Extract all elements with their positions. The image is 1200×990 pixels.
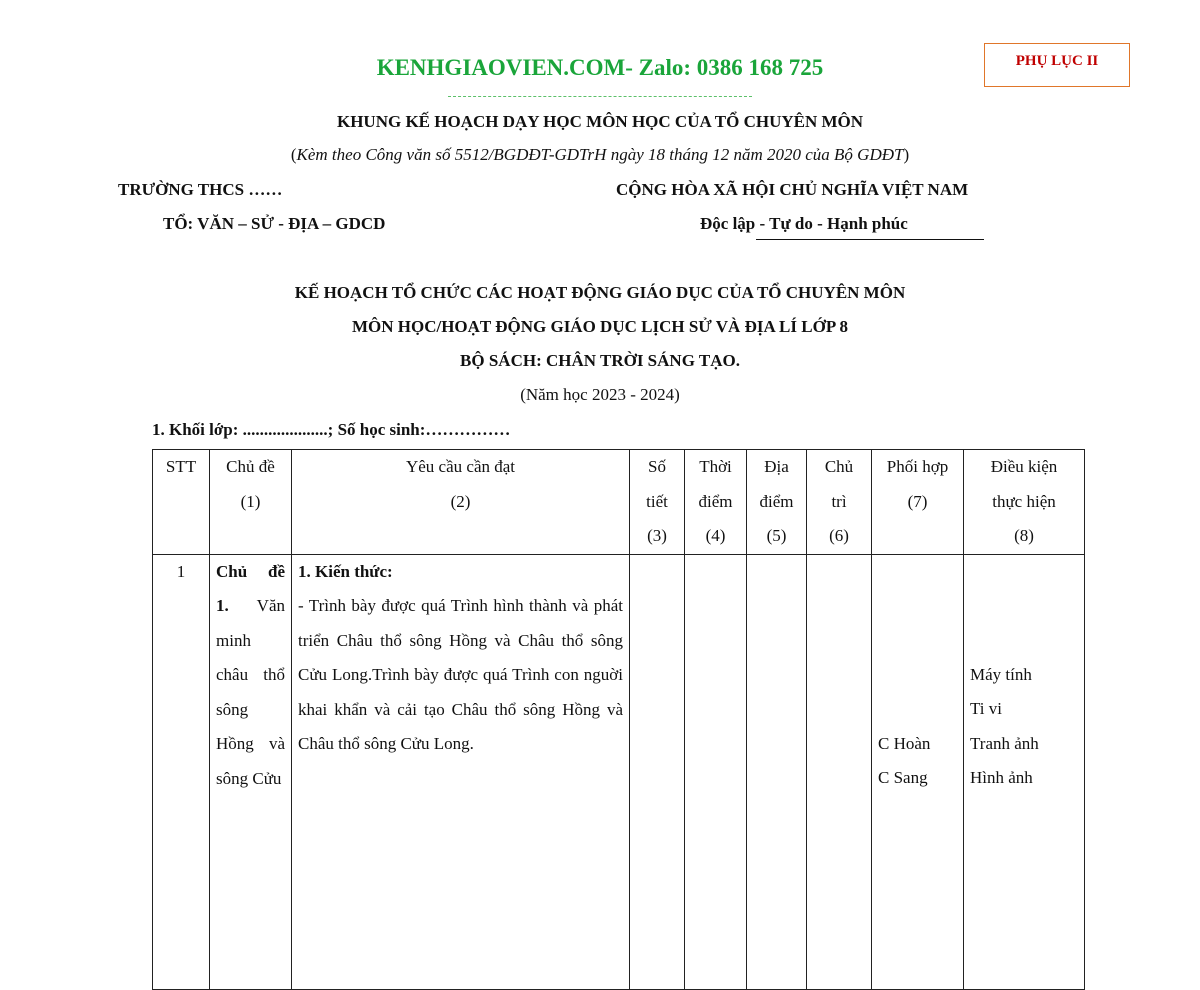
- topic-number: Chủ đề 1.: [216, 561, 285, 615]
- dispatch-note-open: (: [290, 145, 297, 164]
- header-periods: Số tiết (3): [630, 450, 685, 555]
- school-year: (Năm học 2023 - 2024): [520, 385, 680, 404]
- cell-coordination: C Hoàn C Sang: [872, 554, 964, 989]
- header-time: Thời điểm (4): [685, 450, 747, 555]
- cell-periods: [630, 554, 685, 989]
- header-topic: Chủ đề (1): [210, 450, 292, 555]
- cell-topic: [210, 554, 292, 989]
- school-name: TRƯỜNG THCS ……: [118, 180, 283, 199]
- requirement-heading: 1. Kiến thức:: [298, 561, 393, 581]
- framework-title: KHUNG KẾ HOẠCH DẠY HỌC MÔN HỌC CỦA TỔ CHUYÊN MÔN: [336, 112, 864, 131]
- dispatch-note-close: ): [903, 145, 910, 164]
- table-row: [153, 554, 1085, 989]
- banner-divider: [448, 96, 752, 97]
- plan-title-1: KẾ HOẠCH TỔ CHỨC CÁC HOẠT ĐỘNG GIÁO DỤC CỦA TỔ CHUYÊN MÔN: [294, 283, 906, 302]
- site-banner: KENHGIAOVIEN.COM- Zalo: 0386 168 725: [376, 55, 824, 80]
- cell-lead: [807, 554, 872, 989]
- header-coordination: Phối hợp (7): [872, 450, 964, 555]
- motto-underline: [756, 239, 984, 240]
- grade-info: 1. Khối lớp: ....................; Số học sinh:……………: [152, 420, 511, 439]
- team-name: TỔ: VĂN – SỬ - ĐỊA – GDCD: [163, 214, 386, 233]
- topic-text: Chủ đề 1. Văn minh châu thổ sông Hồng và sông Cửu: [216, 561, 285, 788]
- cell-conditions: Máy tính Ti vi Tranh ảnh Hình ảnh: [964, 554, 1085, 989]
- dispatch-note-text: Kèm theo Công văn số 5512/BGDĐT-GDTrH ngày 18 tháng 12 năm 2020 của Bộ GDĐT: [296, 145, 904, 164]
- cell-requirement: [292, 554, 630, 989]
- requirement-text: - Trình bày được quá Trình hình thành và phát triển Châu thổ sông Hồng và Châu thổ sông Cửu Long.Trình bày được quá Trình con nguời khai khẩn và cải tạo Châu thổ sông Hồng và Châu thổ sông Cửu Long.: [298, 596, 623, 753]
- book-set: BỘ SÁCH: CHÂN TRỜI SÁNG TẠO.: [460, 351, 740, 370]
- header-location: Địa điểm (5): [747, 450, 807, 555]
- header-stt: STT: [153, 450, 210, 555]
- table-header-row: [153, 450, 1085, 555]
- header-requirement: Yêu cầu cần đạt (2): [292, 450, 630, 555]
- header-lead: Chủ trì (6): [807, 450, 872, 555]
- cell-location: [747, 554, 807, 989]
- country-name: CỘNG HÒA XÃ HỘI CHỦ NGHĨA VIỆT NAM: [616, 180, 969, 199]
- dispatch-note: [0, 145, 1200, 165]
- plan-table: [152, 449, 1085, 990]
- cell-time: [685, 554, 747, 989]
- cell-stt: 1: [153, 554, 210, 989]
- plan-title-2: MÔN HỌC/HOẠT ĐỘNG GIÁO DỤC LỊCH SỬ VÀ ĐỊA LÍ LỚP 8: [351, 317, 849, 336]
- appendix-label: PHỤ LỤC II: [984, 43, 1130, 87]
- national-motto: Độc lập - Tự do - Hạnh phúc: [700, 214, 908, 233]
- header-conditions: Điều kiện thực hiện (8): [964, 450, 1085, 555]
